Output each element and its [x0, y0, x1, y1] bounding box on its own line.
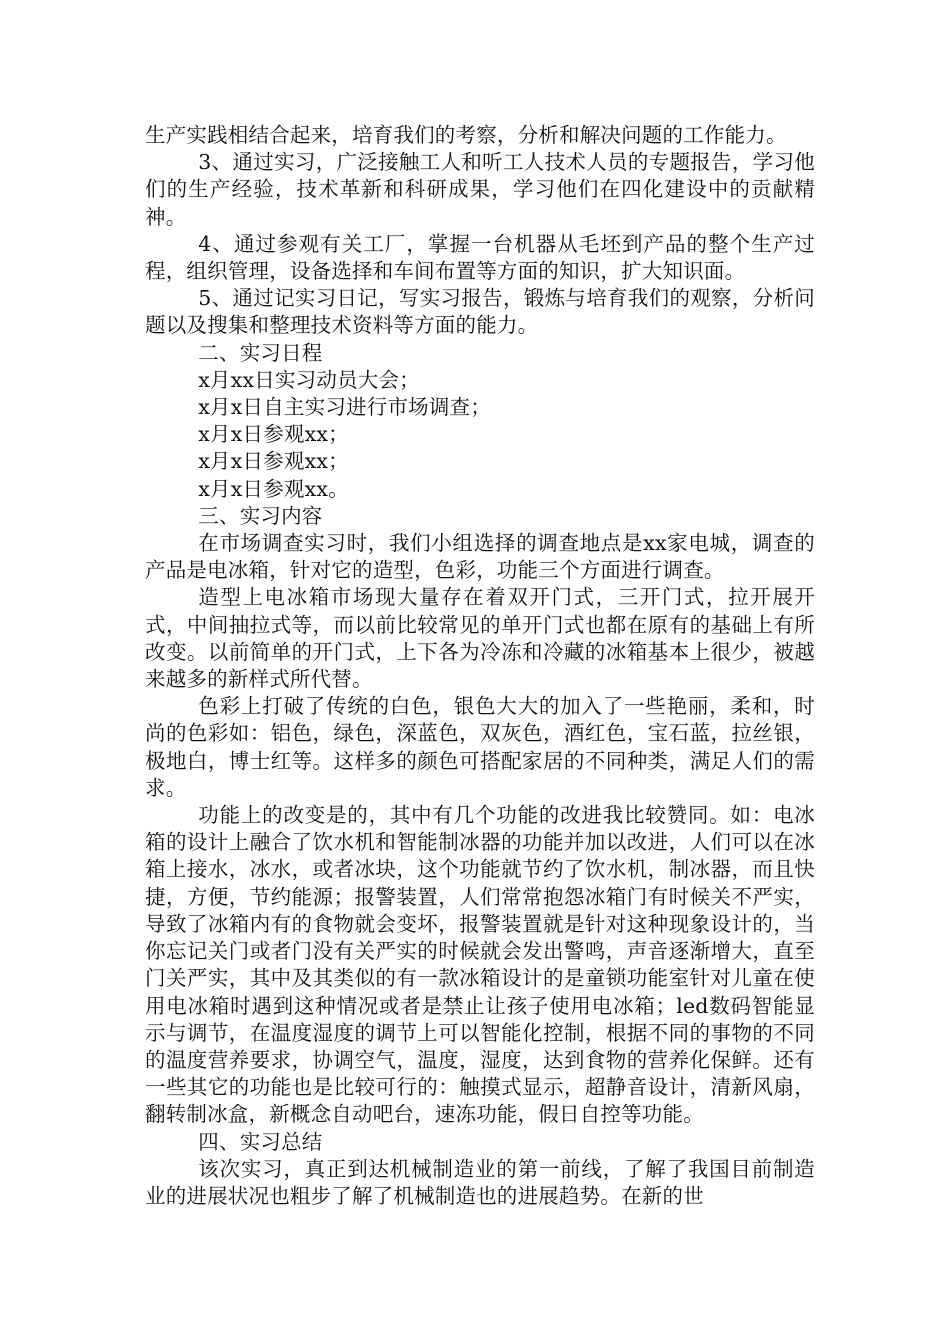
paragraph-function: 功能上的改变是的，其中有几个功能的改进我比较赞同。如：电冰箱的设计上融合了饮水机和智能制冰器的功能并加以改进，人们可以在冰箱上接水，冰水，或者冰块，这个功能就节约了饮水机，制冰器，而且快捷，方便，节约能源；报警装置，人们常常抱怨冰箱门有时候关不严实，导致了冰箱内有的食物就会变坏，报警装置就是针对这种现象设计的，当你忘记关门或者门没有关严实的时候就会发出警鸣，声音逐渐增大，直至门关严实，其中及其类似的有一款冰箱设计的是童锁功能室针对儿童在使用电冰箱时遇到这种情况或者是禁止让孩子使用电冰箱；led数码智能显示与调节，在温度湿度的调节上可以智能化控制，根据不同的事物的不同的温度营养要求，协调空气，温度，湿度，达到食物的营养化保鲜。还有一些其它的功能也是比较可行的：触摸式显示，超静音设计，清新风扇，翻转制冰盒，新概念自动吧台，速冻功能，假日自控等功能。: [145, 803, 815, 1127]
paragraph-objective-3: 3、通过实习，广泛接触工人和听工人技术人员的专题报告，学习他们的生产经验，技术革新和科研成果，学习他们在四化建设中的贡献精神。: [145, 150, 815, 229]
document-page: [145, 122, 815, 1210]
schedule-item: x月x日自主实习进行市场调查；: [198, 395, 491, 420]
schedule-item: x月x日参观xx；: [198, 422, 349, 447]
schedule-item: x月xx日实习动员大会；: [198, 367, 420, 392]
paragraph-color: 色彩上打破了传统的白色，银色大大的加入了一些艳丽，柔和，时尚的色彩如：铝色，绿色，深蓝色，双灰色，酒红色，宝石蓝，拉丝银，极地白，博士红等。这样多的颜色可搭配家居的不同种类，满足人们的需求。: [145, 694, 815, 800]
paragraph-objective-5: 5、通过记实习日记，写实习报告，锻炼与培育我们的观察，分析问题以及搜集和整理技术资料等方面的能力。: [145, 286, 815, 338]
paragraph-shape: 造型上电冰箱市场现大量存在着双开门式，三开门式，拉开展开式，中间抽拉式等，而以前比较常见的单开门式也都在原有的基础上有所改变。以前简单的开门式，上下各为冷冻和冷藏的冰箱基本上很少，被越来越多的新样式所代替。: [145, 585, 815, 692]
schedule-item: x月x日参观xx。: [198, 476, 349, 501]
paragraph-market-survey: 在市场调查实习时，我们小组选择的调查地点是xx家电城，调查的产品是电冰箱，针对它的造型，色彩，功能三个方面进行调查。: [145, 531, 815, 583]
paragraph-continuation: 生产实践相结合起来，培育我们的考察，分析和解决问题的工作能力。: [145, 123, 787, 147]
section-heading-summary: 四、实习总结: [198, 1129, 323, 1154]
paragraph-objective-4: 4、通过参观有关工厂，掌握一台机器从毛坯到产品的整个生产过程，组织管理，设备选择和车间布置等方面的知识，扩大知识面。: [145, 231, 815, 284]
paragraph-summary: 该次实习，真正到达机械制造业的第一前线，了解了我国目前制造业的进展状况也粗步了解了机械制造也的进展趋势。在新的世: [145, 1156, 815, 1208]
schedule-item: x月x日参观xx；: [198, 449, 349, 474]
section-heading-schedule: 二、实习日程: [198, 340, 323, 365]
section-heading-content: 三、实习内容: [198, 503, 323, 528]
